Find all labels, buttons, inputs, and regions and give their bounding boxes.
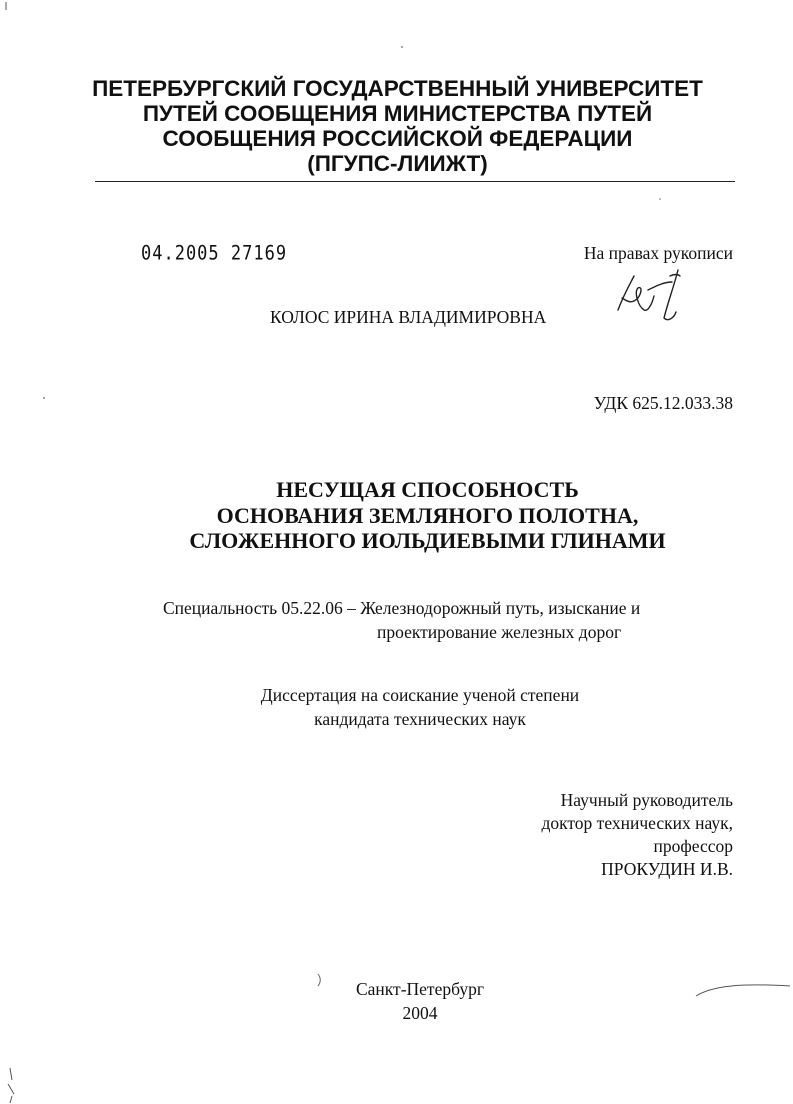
degree-line: Диссертация на соискание ученой степени	[260, 685, 580, 705]
header-divider	[95, 181, 735, 182]
title-line: ОСНОВАНИЯ ЗЕМЛЯНОГО ПОЛОТНА,	[216, 502, 639, 528]
degree-statement	[200, 683, 640, 731]
specialty-line: Специальность 05.22.06 – Железнодорожный путь, изыскание и	[163, 598, 641, 618]
supervisor-degree: доктор технических наук,	[541, 813, 733, 833]
specialty-line-continued: проектирование железных дорог	[377, 622, 622, 642]
organization-line: СООБЩЕНИЯ РОССИЙСКОЙ ФЕДЕРАЦИИ	[162, 126, 633, 151]
organization-line: ПУТЕЙ СООБЩЕНИЯ МИНИСТЕРСТВА ПУТЕЙ	[142, 101, 653, 126]
title-line: СЛОЖЕННОГО ИОЛЬДИЕВЫМИ ГЛИНАМИ	[189, 528, 666, 553]
specialty-block	[163, 596, 640, 644]
organization-header	[60, 76, 735, 176]
organization-abbreviation: (ПГУПС-ЛИИЖТ)	[307, 151, 488, 176]
supervisor-role: Научный руководитель	[560, 790, 733, 810]
year: 2004	[402, 1003, 438, 1023]
udk-code: УДК 625.12.033.38	[593, 393, 733, 413]
supervisor-rank: профессор	[653, 836, 733, 856]
city: Санкт-Петербург	[355, 979, 485, 999]
title-line: НЕСУЩАЯ СПОСОБНОСТЬ	[276, 477, 579, 502]
dissertation-title	[60, 477, 793, 554]
author-name: КОЛОС ИРИНА ВЛАДИМИРОВНА	[270, 307, 547, 327]
rights-note: На правах рукописи	[583, 243, 733, 263]
handwritten-signature	[608, 268, 698, 326]
organization-line: ПЕТЕРБУРГСКИЙ ГОСУДАРСТВЕННЫЙ УНИВЕРСИТЕТ	[92, 76, 703, 101]
place-and-year	[280, 977, 560, 1025]
supervisor-name: ПРОКУДИН И.В.	[601, 859, 733, 879]
inventory-number: 04.2005 27169	[141, 242, 288, 265]
supervisor-block	[541, 789, 733, 881]
degree-line: кандидата технических наук	[314, 709, 526, 729]
